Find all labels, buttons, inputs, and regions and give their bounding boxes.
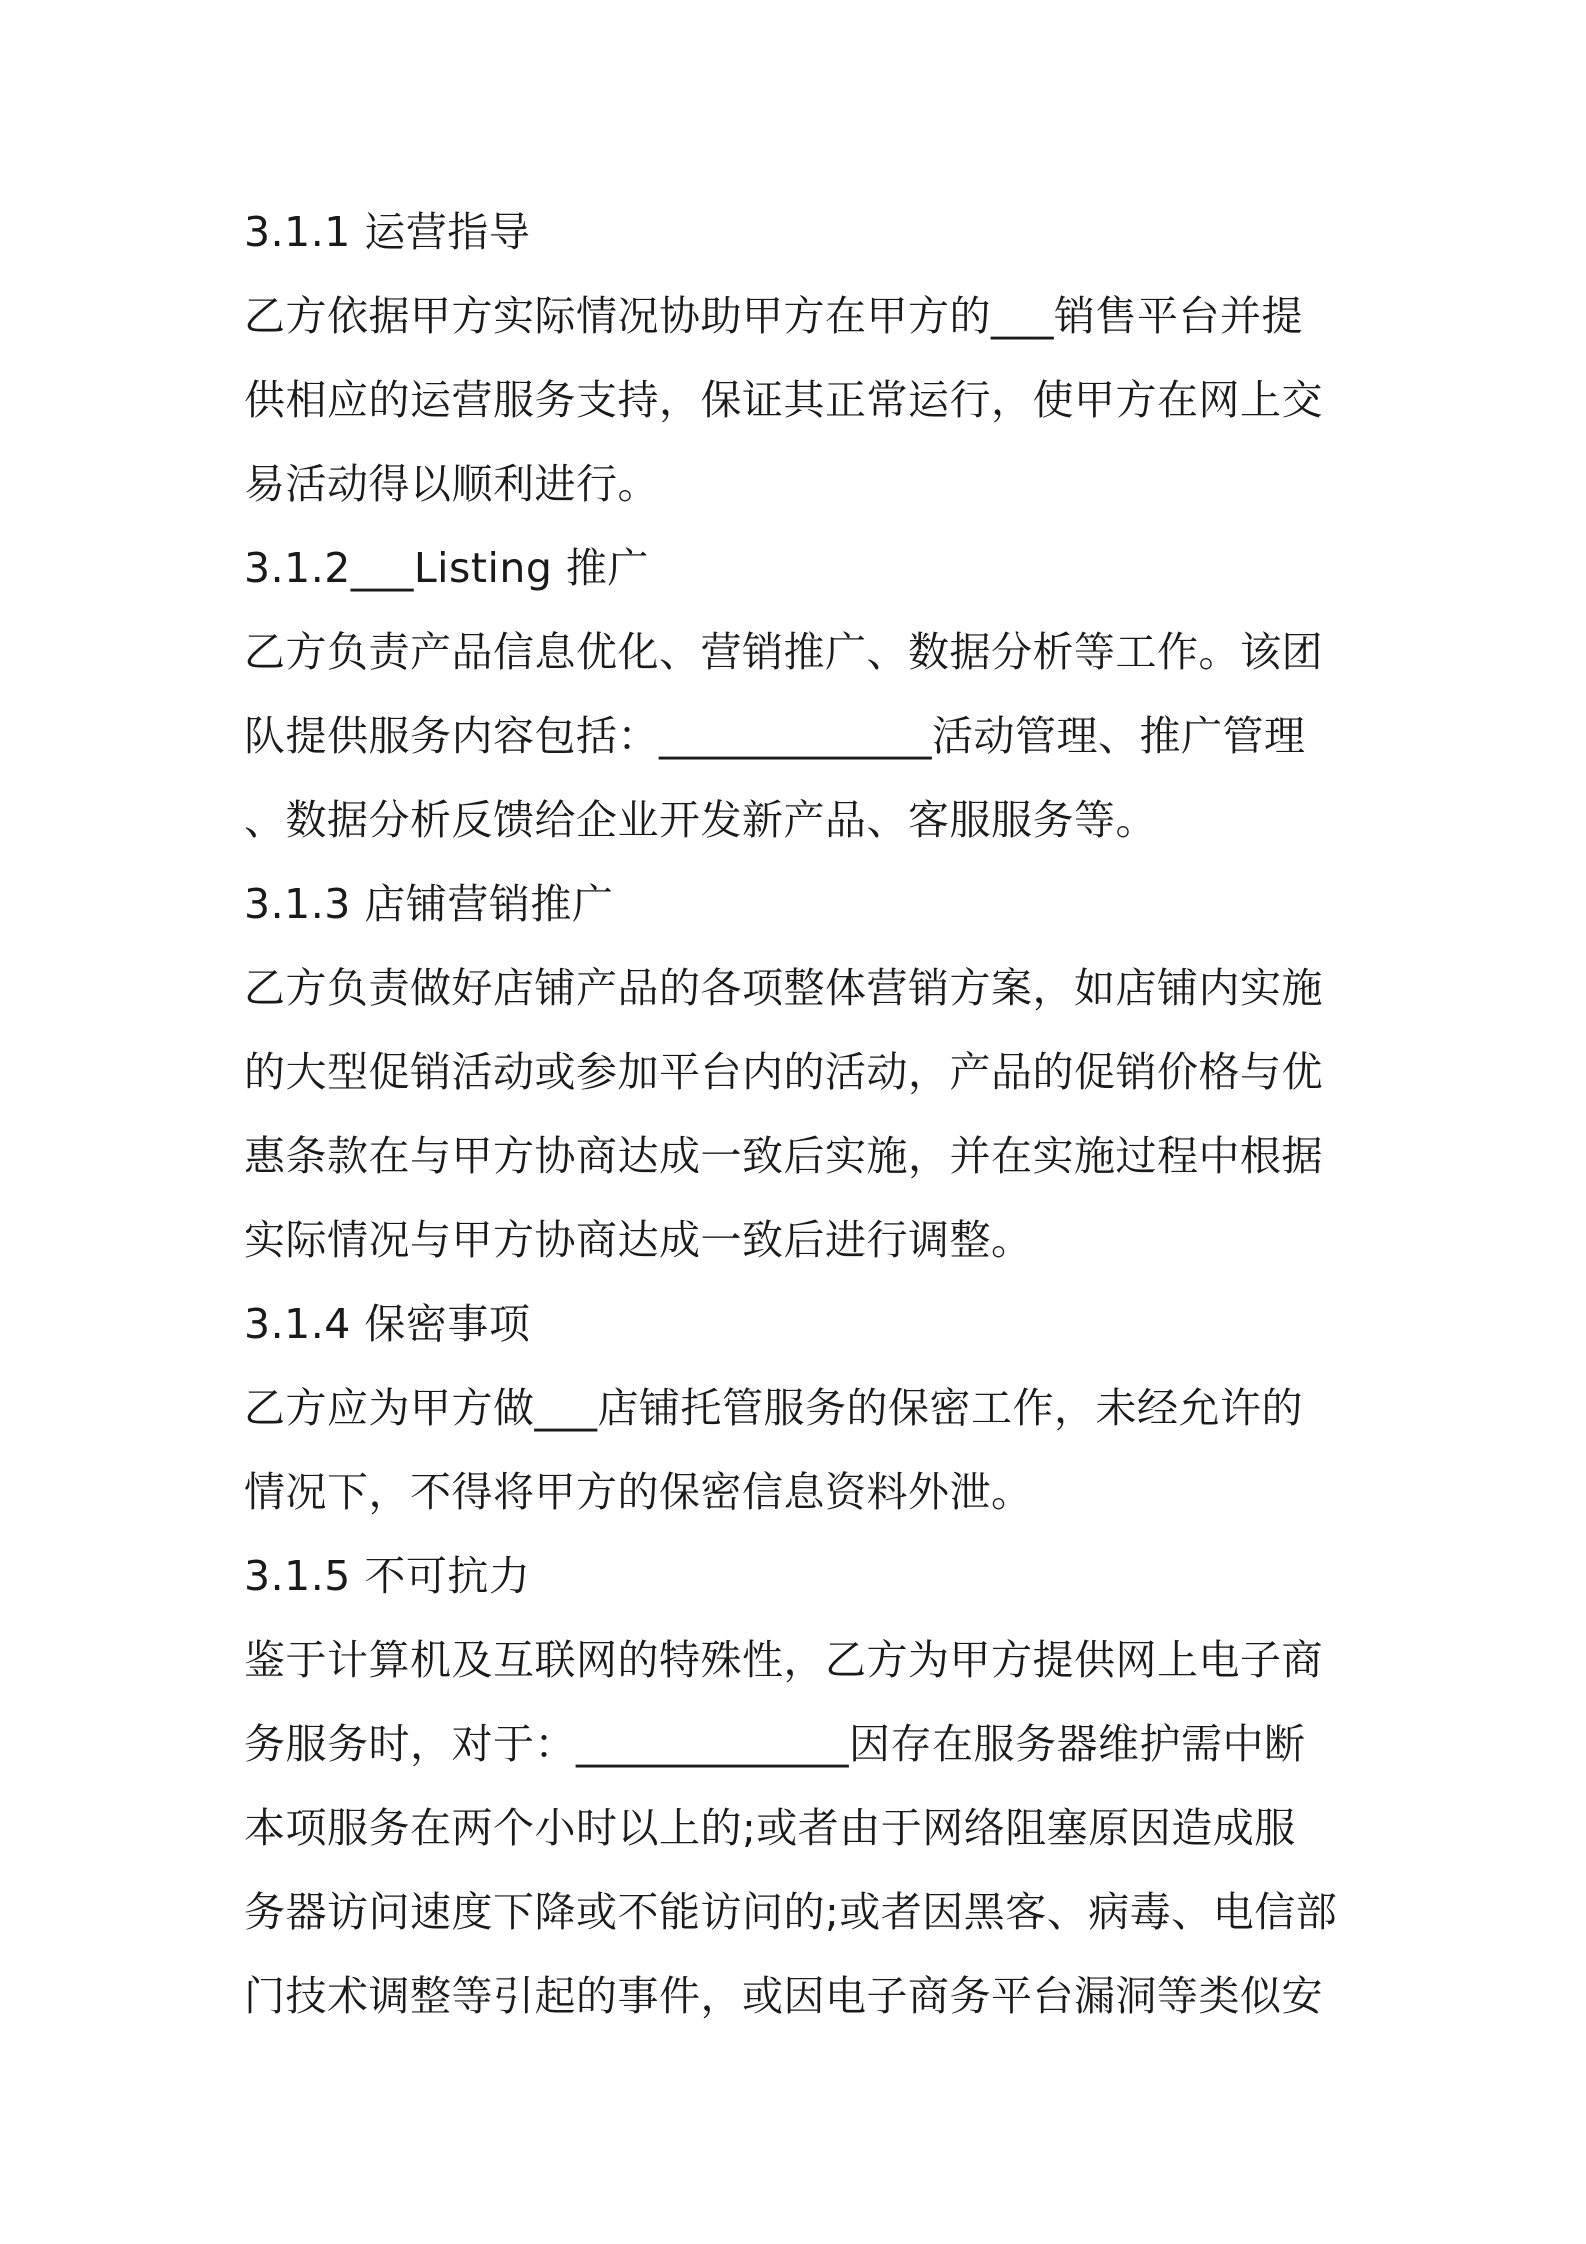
- paragraph-line: 乙方应为甲方做___店铺托管服务的保密工作，未经允许的: [244, 1384, 1303, 1432]
- paragraph-line: 本项服务在两个小时以上的;或者由于网络阻塞原因造成服: [244, 1804, 1296, 1852]
- paragraph-line: 情况下，不得将甲方的保密信息资料外泄。: [244, 1468, 1033, 1516]
- section-heading-3-1-1: 3.1.1 运营指导: [244, 208, 531, 256]
- paragraph-line: 供相应的运营服务支持，保证其正常运行，使甲方在网上交: [244, 376, 1323, 424]
- section-heading-3-1-5: 3.1.5 不可抗力: [244, 1552, 531, 1600]
- paragraph-line: 门技术调整等引起的事件，或因电子商务平台漏洞等类似安: [244, 1972, 1323, 2020]
- paragraph-line: 易活动得以顺利进行。: [244, 460, 659, 508]
- paragraph-line: 、数据分析反馈给企业开发新产品、客服服务等。: [244, 796, 1157, 844]
- paragraph-line: 乙方负责产品信息优化、营销推广、数据分析等工作。该团: [244, 628, 1323, 676]
- paragraph-line: 惠条款在与甲方协商达成一致后实施，并在实施过程中根据: [244, 1132, 1323, 1180]
- document-body: [244, 190, 1364, 2038]
- paragraph-line: 队提供服务内容包括：_____________活动管理、推广管理: [244, 712, 1306, 760]
- section-heading-3-1-2: 3.1.2___Listing 推广: [244, 544, 649, 592]
- paragraph-line: 鉴于计算机及互联网的特殊性，乙方为甲方提供网上电子商: [244, 1636, 1323, 1684]
- paragraph-line: 实际情况与甲方协商达成一致后进行调整。: [244, 1216, 1033, 1264]
- paragraph-line: 乙方负责做好店铺产品的各项整体营销方案，如店铺内实施: [244, 964, 1323, 1012]
- paragraph-line: 乙方依据甲方实际情况协助甲方在甲方的___销售平台并提: [244, 292, 1303, 340]
- paragraph-line: 的大型促销活动或参加平台内的活动，产品的促销价格与优: [244, 1048, 1323, 1096]
- section-heading-3-1-4: 3.1.4 保密事项: [244, 1300, 531, 1348]
- paragraph-line: 务器访问速度下降或不能访问的;或者因黑客、病毒、电信部: [244, 1888, 1338, 1936]
- section-heading-3-1-3: 3.1.3 店铺营销推广: [244, 880, 614, 928]
- paragraph-line: 务服务时，对于：_____________因存在服务器维护需中断: [244, 1720, 1306, 1768]
